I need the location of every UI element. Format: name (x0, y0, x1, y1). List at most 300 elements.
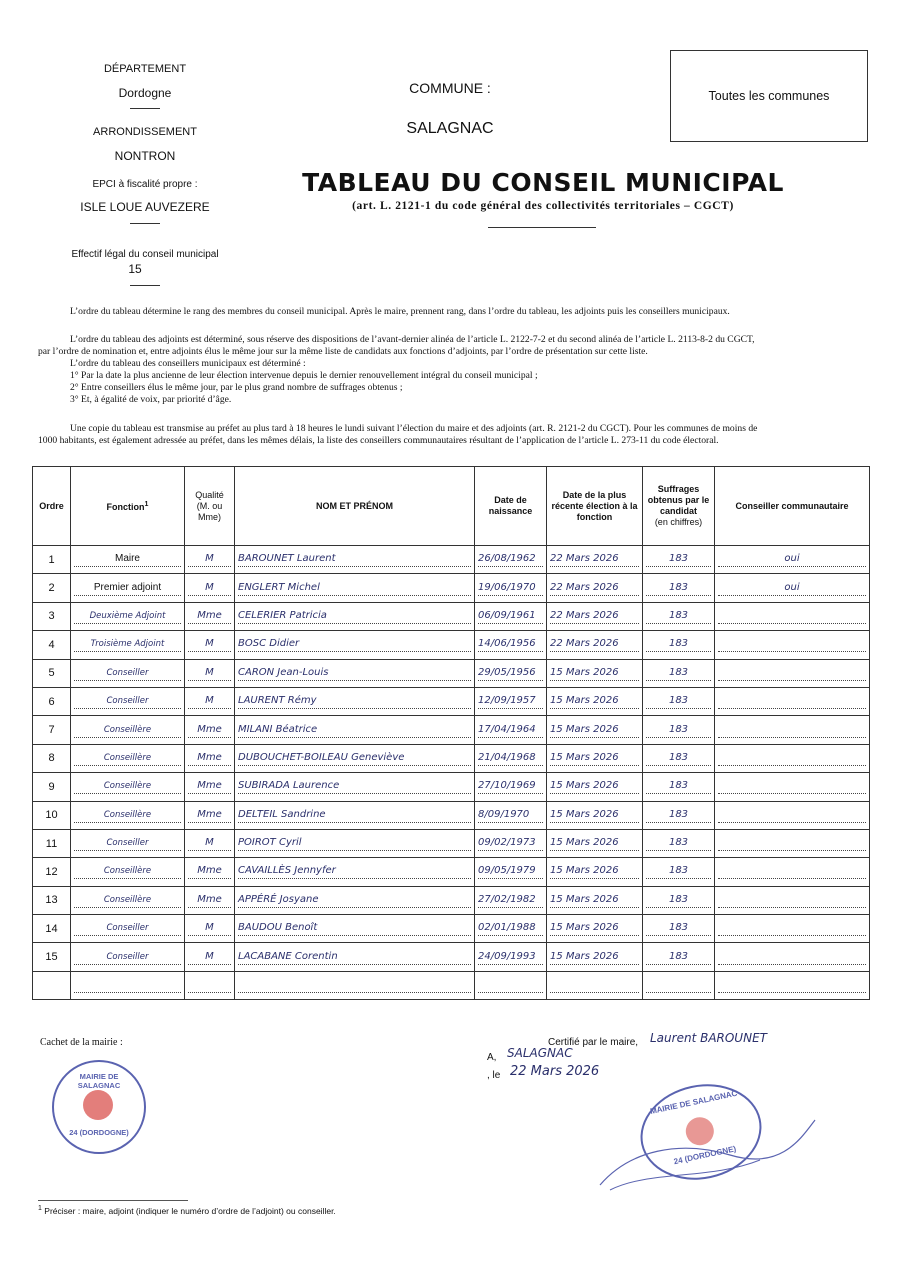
cell-fonction (71, 773, 185, 801)
cell-ordre-value: 14 (45, 922, 58, 935)
cell-nom-value: BOSC Didier (238, 637, 471, 652)
cell-naissance (475, 801, 547, 829)
stamp-bottom-text: 24 (DORDOGNE) (672, 1144, 737, 1167)
cell-suffrages-value: 183 (646, 751, 711, 766)
table-row (33, 687, 870, 715)
cell-fonction-value: Conseiller (74, 950, 181, 965)
cell-suffrages-value: 183 (646, 666, 711, 681)
cell-nom (235, 971, 475, 999)
cell-naissance (475, 829, 547, 857)
cell-nom-value: DELTEIL Sandrine (238, 808, 471, 823)
cell-suffrages-value: 183 (646, 836, 711, 851)
cell-naissance-value: 14/06/1956 (478, 637, 543, 652)
cell-communautaire-value: oui (718, 581, 866, 596)
cell-qualite-value: M (188, 921, 231, 936)
cell-naissance-value: 29/05/1956 (478, 666, 543, 681)
cell-ordre-value: 15 (45, 951, 58, 964)
cell-suffrages-value: 183 (646, 609, 711, 624)
cell-suffrages (643, 801, 715, 829)
cell-suffrages-value: 183 (646, 552, 711, 567)
header-fonction: Fonction$^1$ (71, 467, 185, 546)
cell-suffrages (643, 858, 715, 886)
cell-naissance (475, 687, 547, 715)
council-table (32, 466, 870, 1000)
cell-fonction-value: Premier adjoint (74, 581, 181, 596)
cell-suffrages (643, 773, 715, 801)
cell-nom (235, 943, 475, 971)
cell-fonction (71, 886, 185, 914)
cell-nom-value (238, 978, 471, 993)
cell-naissance-value: 09/05/1979 (478, 864, 543, 879)
header-communautaire: Conseiller communautaire (715, 467, 870, 546)
cell-nom-value: CELERIER Patricia (238, 609, 471, 624)
cell-nom-value: MILANI Béatrice (238, 723, 471, 738)
cell-ordre (33, 744, 71, 772)
cell-qualite (185, 971, 235, 999)
table-row (33, 602, 870, 630)
cell-communautaire-value (718, 609, 866, 624)
cell-communautaire (715, 687, 870, 715)
cell-naissance-value: 27/02/1982 (478, 893, 543, 908)
cell-qualite (185, 574, 235, 602)
cell-qualite (185, 744, 235, 772)
cell-communautaire-value (718, 694, 866, 709)
cell-communautaire-value (718, 836, 866, 851)
cell-naissance (475, 943, 547, 971)
commune-value: SALAGNAC (406, 120, 494, 137)
cell-communautaire-value (718, 893, 866, 908)
cell-nom-value: CAVAILLÈS Jennyfer (238, 864, 471, 879)
cell-communautaire-value (718, 950, 866, 965)
cell-qualite-value: Mme (188, 723, 231, 738)
cell-suffrages (643, 602, 715, 630)
cell-communautaire-value (718, 666, 866, 681)
cell-qualite-value: Mme (188, 864, 231, 879)
cell-naissance (475, 886, 547, 914)
cell-communautaire (715, 602, 870, 630)
cell-communautaire (715, 744, 870, 772)
cell-election-value (550, 978, 639, 993)
cell-naissance (475, 773, 547, 801)
cell-fonction (71, 744, 185, 772)
cell-naissance-value: 12/09/1957 (478, 694, 543, 709)
table-row (33, 886, 870, 914)
stamp-bottom-text: 24 (DORDOGNE) (69, 1128, 129, 1137)
cell-nom (235, 716, 475, 744)
cell-qualite-value: M (188, 581, 231, 596)
cell-qualite-value: M (188, 637, 231, 652)
cell-nom (235, 574, 475, 602)
cell-election (547, 716, 643, 744)
cell-ordre (33, 943, 71, 971)
cell-fonction-value: Conseillère (74, 864, 181, 879)
cell-suffrages-value: 183 (646, 779, 711, 794)
table-row (33, 744, 870, 772)
cell-ordre (33, 631, 71, 659)
table-row (33, 971, 870, 999)
cell-qualite-value: Mme (188, 609, 231, 624)
cell-election-value: 15 Mars 2026 (550, 723, 639, 738)
cell-naissance (475, 602, 547, 630)
lieu-value: SALAGNAC (507, 1046, 573, 1060)
table-row (33, 915, 870, 943)
commune-label: COMMUNE : (409, 80, 491, 96)
cell-ordre-value: 11 (45, 837, 58, 850)
cell-naissance (475, 546, 547, 574)
cell-naissance-value: 09/02/1973 (478, 836, 543, 851)
paragraph: par l’ordre de nomination et, entre adjoints élus le même jour sur la même liste de candidats aux fonctions d’adjoints, par l’ordre de présentation sur cette liste. (38, 346, 648, 357)
cell-communautaire (715, 546, 870, 574)
cell-nom (235, 886, 475, 914)
cell-naissance-value: 17/04/1964 (478, 723, 543, 738)
cell-communautaire-value (718, 978, 866, 993)
paragraph: 3° Et, à égalité de voix, par priorité d’âge. (70, 394, 232, 405)
effectif-label: Effectif légal du conseil municipal (71, 249, 219, 260)
cell-election (547, 631, 643, 659)
effectif-value: 15 (128, 262, 142, 276)
cell-fonction (71, 546, 185, 574)
cell-communautaire (715, 915, 870, 943)
commune-box-text: Toutes les communes (708, 89, 830, 103)
cell-ordre-value: 9 (48, 780, 55, 793)
signature-scribble (590, 1110, 820, 1200)
commune-box (670, 50, 868, 142)
cell-election-value: 15 Mars 2026 (550, 779, 639, 794)
cell-naissance-value (478, 978, 543, 993)
cell-qualite-value (188, 978, 231, 993)
cell-qualite-value: M (188, 694, 231, 709)
cell-naissance (475, 915, 547, 943)
cell-nom-value: SUBIRADA Laurence (238, 779, 471, 794)
cell-election-value: 15 Mars 2026 (550, 864, 639, 879)
cell-election (547, 829, 643, 857)
cell-suffrages (643, 574, 715, 602)
cell-communautaire (715, 971, 870, 999)
cell-qualite (185, 858, 235, 886)
cell-election (547, 744, 643, 772)
cell-nom (235, 631, 475, 659)
cell-fonction-value: Conseillère (74, 808, 181, 823)
table-row (33, 546, 870, 574)
cell-qualite (185, 915, 235, 943)
cell-fonction-value: Conseiller (74, 694, 181, 709)
cell-qualite-value: Mme (188, 779, 231, 794)
cell-ordre-value: 6 (48, 695, 55, 708)
cell-election (547, 546, 643, 574)
table-row (33, 943, 870, 971)
cell-ordre (33, 659, 71, 687)
cell-naissance (475, 574, 547, 602)
cell-nom-value: LACABANE Corentin (238, 950, 471, 965)
cell-fonction (71, 631, 185, 659)
cell-suffrages-value: 183 (646, 808, 711, 823)
cell-communautaire-value (718, 723, 866, 738)
cell-naissance-value: 24/09/1993 (478, 950, 543, 965)
cell-fonction (71, 602, 185, 630)
cell-ordre-value: 2 (48, 582, 55, 595)
table-row (33, 858, 870, 886)
divider (130, 223, 160, 224)
cell-election (547, 971, 643, 999)
cell-election (547, 858, 643, 886)
cell-communautaire (715, 943, 870, 971)
header-election: Date de la plus récente élection à la fonction (547, 467, 643, 546)
cell-fonction (71, 687, 185, 715)
cell-election (547, 574, 643, 602)
cell-communautaire (715, 574, 870, 602)
stamp-top-text: MAIRIE DE SALAGNAC (77, 1072, 121, 1090)
cell-communautaire-value (718, 779, 866, 794)
cell-fonction (71, 659, 185, 687)
cell-fonction (71, 801, 185, 829)
cell-suffrages-value: 183 (646, 637, 711, 652)
cell-ordre (33, 574, 71, 602)
cell-naissance (475, 744, 547, 772)
cell-communautaire-value (718, 808, 866, 823)
cell-communautaire (715, 886, 870, 914)
cell-ordre-value: 8 (48, 752, 55, 765)
date-value: 22 Mars 2026 (510, 1064, 600, 1079)
cell-fonction (71, 943, 185, 971)
cell-naissance-value: 8/09/1970 (478, 808, 543, 823)
cell-ordre (33, 801, 71, 829)
cell-nom-value: LAURENT Rémy (238, 694, 471, 709)
cell-naissance-value: 21/04/1968 (478, 751, 543, 766)
cell-suffrages (643, 546, 715, 574)
departement-label: DÉPARTEMENT (103, 63, 187, 75)
cell-suffrages-value: 183 (646, 694, 711, 709)
table-row (33, 716, 870, 744)
epci-label: EPCI à fiscalité propre : (92, 179, 198, 190)
stamp-top-text: MAIRIE DE SALAGNAC (649, 1088, 739, 1117)
table-row (33, 773, 870, 801)
cell-fonction-value (74, 978, 181, 993)
cell-nom (235, 829, 475, 857)
cell-naissance-value: 02/01/1988 (478, 921, 543, 936)
cell-fonction (71, 858, 185, 886)
cell-nom (235, 659, 475, 687)
cell-ordre-value: 4 (48, 638, 55, 651)
cell-communautaire (715, 858, 870, 886)
page-title: TABLEAU DU CONSEIL MUNICIPAL (302, 168, 784, 197)
cell-qualite (185, 631, 235, 659)
cell-qualite (185, 886, 235, 914)
cell-qualite-value: Mme (188, 808, 231, 823)
cell-nom (235, 915, 475, 943)
cell-ordre-value: 5 (48, 667, 55, 680)
cell-communautaire (715, 801, 870, 829)
header-naissance: Date de naissance (475, 467, 547, 546)
cell-suffrages (643, 687, 715, 715)
cell-fonction-value: Conseillère (74, 723, 181, 738)
cell-ordre-value: 1 (48, 553, 55, 566)
cell-fonction (71, 716, 185, 744)
cell-fonction-value: Conseiller (74, 666, 181, 681)
cell-election (547, 659, 643, 687)
cell-fonction (71, 971, 185, 999)
paragraph: 1000 habitants, est également adressée au préfet, dans les mêmes délais, la liste des conseillers communautaires résultant de l’application de l’article L. 273-11 du code électoral. (38, 435, 719, 446)
cell-ordre (33, 687, 71, 715)
cell-naissance (475, 971, 547, 999)
arrondissement-value: NONTRON (114, 149, 176, 163)
cell-qualite (185, 829, 235, 857)
cell-fonction (71, 829, 185, 857)
cell-ordre (33, 858, 71, 886)
cell-election-value: 15 Mars 2026 (550, 694, 639, 709)
table-row (33, 574, 870, 602)
cell-communautaire-value (718, 751, 866, 766)
cell-communautaire-value (718, 864, 866, 879)
cell-election-value: 22 Mars 2026 (550, 552, 639, 567)
cell-qualite (185, 801, 235, 829)
cell-qualite-value: M (188, 666, 231, 681)
certifie-label: Certifié par le maire, (548, 1037, 639, 1048)
cell-ordre-value: 12 (45, 865, 58, 878)
mayor-signature-name: Laurent BAROUNET (650, 1031, 767, 1045)
cell-election-value: 15 Mars 2026 (550, 893, 639, 908)
cell-nom (235, 858, 475, 886)
paragraph: L’ordre du tableau des conseillers municipaux est déterminé : (70, 358, 306, 369)
cell-qualite (185, 546, 235, 574)
cell-election (547, 943, 643, 971)
cell-election-value: 22 Mars 2026 (550, 609, 639, 624)
cell-suffrages-value: 183 (646, 864, 711, 879)
cell-naissance (475, 659, 547, 687)
cell-nom (235, 546, 475, 574)
paragraph: L’ordre du tableau des adjoints est déterminé, sous réserve des dispositions de l’avant-dernier alinéa de l’article L. 2122-7-2 et du second alinéa de l’article L. 2113-8-2 du CGCT, (70, 334, 755, 345)
cell-election-value: 15 Mars 2026 (550, 921, 639, 936)
cell-suffrages (643, 744, 715, 772)
header-qualite: Qualité (M. ou Mme) (185, 467, 235, 546)
cell-qualite (185, 687, 235, 715)
cell-fonction-value: Maire (74, 552, 181, 567)
table-row (33, 631, 870, 659)
cell-nom-value: BAUDOU Benoît (238, 921, 471, 936)
table-row (33, 659, 870, 687)
epci-value: ISLE LOUE AUVEZERE (80, 200, 210, 214)
cell-nom-value: CARON Jean-Louis (238, 666, 471, 681)
lieu-label: A, (487, 1052, 497, 1063)
cell-ordre-value: 3 (48, 610, 55, 623)
table-header-row (33, 467, 870, 546)
cell-naissance (475, 716, 547, 744)
cell-qualite-value: M (188, 836, 231, 851)
cell-nom (235, 687, 475, 715)
cell-election-value: 15 Mars 2026 (550, 950, 639, 965)
divider (130, 285, 160, 286)
cell-ordre (33, 546, 71, 574)
cell-suffrages (643, 943, 715, 971)
cell-ordre (33, 915, 71, 943)
cell-election-value: 15 Mars 2026 (550, 808, 639, 823)
cell-naissance-value: 27/10/1969 (478, 779, 543, 794)
cell-suffrages (643, 915, 715, 943)
cell-ordre-value: 13 (45, 894, 58, 907)
cell-communautaire-value: oui (718, 552, 866, 567)
cell-qualite (185, 773, 235, 801)
cell-election-value: 22 Mars 2026 (550, 581, 639, 596)
cell-election (547, 687, 643, 715)
cell-election (547, 801, 643, 829)
cell-ordre-value: 10 (45, 809, 58, 822)
cell-naissance (475, 858, 547, 886)
cell-qualite-value: M (188, 552, 231, 567)
cachet-label: Cachet de la mairie : (40, 1037, 123, 1048)
cell-qualite (185, 659, 235, 687)
header-nom: NOM ET PRÉNOM (235, 467, 475, 546)
paragraph: Une copie du tableau est transmise au préfet au plus tard à 18 heures le lundi suivant l’élection du maire et des adjoints (art. R. 2121-2 du CGCT). Pour les communes de moins de (70, 423, 758, 434)
cell-ordre (33, 773, 71, 801)
paragraph: 2° Entre conseillers élus le même jour, par le plus grand nombre de suffrages obtenus ; (70, 382, 403, 393)
cell-fonction-value: Conseillère (74, 779, 181, 794)
cell-naissance-value: 06/09/1961 (478, 609, 543, 624)
cell-election-value: 22 Mars 2026 (550, 637, 639, 652)
cell-ordre (33, 716, 71, 744)
cell-suffrages-value: 183 (646, 950, 711, 965)
cell-communautaire (715, 716, 870, 744)
cell-fonction-value: Conseillère (74, 893, 181, 908)
cell-naissance-value: 19/06/1970 (478, 581, 543, 596)
date-label: , le (487, 1070, 501, 1081)
table-row (33, 801, 870, 829)
cell-ordre (33, 886, 71, 914)
cell-suffrages (643, 659, 715, 687)
cell-ordre-value: 7 (48, 724, 55, 737)
header-suffrages: Suffrages obtenus par le candidat (en chiffres) (643, 467, 715, 546)
cell-fonction-value: Conseillère (74, 751, 181, 766)
cell-fonction-value: Conseiller (74, 836, 181, 851)
paragraph: L’ordre du tableau détermine le rang des membres du conseil municipal. Après le maire, prennent rang, dans l’ordre du tableau, les adjoints puis les conseillers municipaux. (70, 306, 730, 317)
cell-election (547, 602, 643, 630)
cell-suffrages (643, 971, 715, 999)
cell-suffrages (643, 829, 715, 857)
cell-suffrages-value: 183 (646, 723, 711, 738)
footnote-divider (38, 1200, 188, 1201)
cell-election-value: 15 Mars 2026 (550, 666, 639, 681)
footnote: $^1$ Préciser : maire, adjoint (indiquer le numéro d’ordre de l’adjoint) ou conseiller. (38, 1205, 336, 1216)
cell-qualite-value: M (188, 950, 231, 965)
cell-suffrages-value: 183 (646, 921, 711, 936)
header-ordre: Ordre (33, 467, 71, 546)
cell-fonction (71, 574, 185, 602)
cell-qualite (185, 602, 235, 630)
cell-naissance (475, 631, 547, 659)
cell-suffrages-value: 183 (646, 581, 711, 596)
cell-communautaire (715, 773, 870, 801)
cell-ordre (33, 971, 71, 999)
cell-naissance-value: 26/08/1962 (478, 552, 543, 567)
divider (130, 108, 160, 109)
cell-nom (235, 773, 475, 801)
cell-communautaire (715, 829, 870, 857)
cell-suffrages (643, 631, 715, 659)
divider (488, 227, 596, 228)
cell-nom (235, 801, 475, 829)
cell-nom (235, 744, 475, 772)
cell-communautaire (715, 659, 870, 687)
cell-ordre (33, 829, 71, 857)
cell-suffrages-value (646, 978, 711, 993)
cell-fonction-value: Troisième Adjoint (74, 637, 181, 652)
cell-qualite-value: Mme (188, 893, 231, 908)
cell-suffrages-value: 183 (646, 893, 711, 908)
cell-suffrages (643, 716, 715, 744)
mairie-stamp (52, 1060, 146, 1154)
arrondissement-label: ARRONDISSEMENT (93, 126, 197, 138)
cell-election (547, 915, 643, 943)
cell-nom-value: DUBOUCHET-BOILEAU Geneviève (238, 751, 471, 766)
cell-election-value: 15 Mars 2026 (550, 836, 639, 851)
